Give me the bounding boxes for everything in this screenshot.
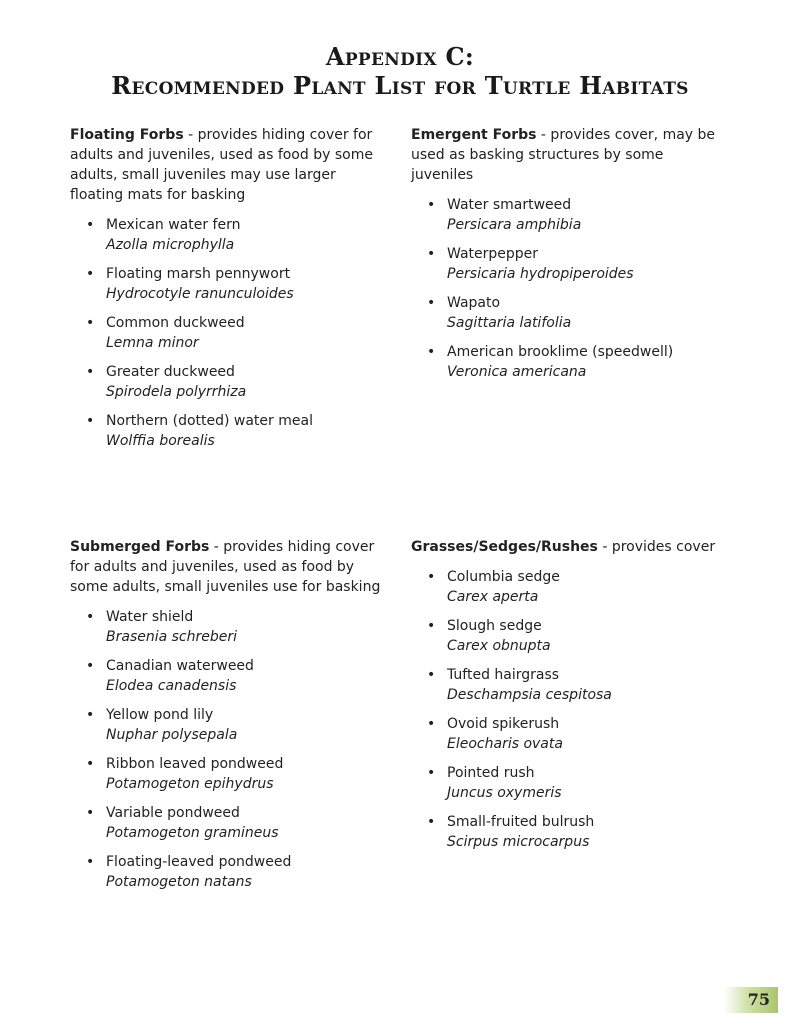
plant-list-item: [86, 264, 388, 304]
section-heading: Grasses/Sedges/Rushes: [411, 539, 598, 555]
plant-scientific-name: Scirpus microcarpus: [447, 834, 590, 850]
plant-scientific-name: Sagittaria latifolia: [447, 315, 572, 331]
plant-list-item: [427, 812, 729, 852]
plant-common-name: • Small-fruited bulrush: [447, 814, 595, 830]
plant-list-item: [86, 313, 388, 353]
plant-scientific-name: Hydrocotyle ranunculoides: [106, 286, 294, 302]
plant-list-item: [427, 342, 729, 382]
plant-common-name: • Northern (dotted) water meal: [106, 413, 313, 429]
plant-common-name: • Canadian waterweed: [106, 658, 254, 674]
plant-scientific-name: Azolla microphylla: [106, 237, 235, 253]
plant-scientific-name: Lemna minor: [106, 335, 199, 351]
plant-scientific-name: Persicara amphibia: [447, 217, 582, 233]
title-line-1: Appendix C:: [325, 42, 475, 71]
plant-list: [70, 215, 388, 451]
plant-list-item: [86, 754, 388, 794]
section-heading: Submerged Forbs: [70, 539, 210, 555]
plant-common-name: • Water shield: [106, 609, 194, 625]
plant-list: [411, 195, 729, 382]
section-description: - provides hiding cover for adults and juveniles, used as food by some adults, small juveniles use for basking: [70, 539, 381, 595]
floating-forbs-section: [70, 125, 388, 460]
plant-scientific-name: Carex aperta: [447, 589, 539, 605]
plant-common-name: • Tufted hairgrass: [447, 667, 560, 683]
plant-common-name: • Variable pondweed: [106, 805, 240, 821]
plant-list-item: [86, 852, 388, 892]
plant-list: [70, 607, 388, 892]
plant-common-name: • Mexican water fern: [106, 217, 241, 233]
grasses-sedges-rushes-section: [411, 537, 729, 861]
plant-list-item: [427, 293, 729, 333]
section-description: - provides cover, may be used as basking structures by some juveniles: [411, 127, 716, 183]
plant-scientific-name: Nuphar polysepala: [106, 727, 238, 743]
section-description: - provides hiding cover for adults and juveniles, used as food by some adults, small juveniles may use larger floating mats for basking: [70, 127, 373, 203]
plant-scientific-name: Spirodela polyrrhiza: [106, 384, 247, 400]
plant-scientific-name: Carex obnupta: [447, 638, 551, 654]
plant-common-name: • American brooklime (speedwell): [447, 344, 674, 360]
plant-list-item: [427, 567, 729, 607]
plant-list: [411, 567, 729, 852]
plant-list-item: [86, 215, 388, 255]
plant-common-name: • Pointed rush: [447, 765, 535, 781]
plant-scientific-name: Potamogeton gramineus: [106, 825, 279, 841]
plant-list-item: [86, 411, 388, 451]
section-description: - provides cover: [597, 539, 716, 555]
plant-list-item: [86, 803, 388, 843]
section-intro: [411, 125, 729, 185]
plant-scientific-name: Juncus oxymeris: [447, 785, 562, 801]
plant-list-item: [427, 665, 729, 705]
plant-scientific-name: Deschampsia cespitosa: [447, 687, 612, 703]
plant-scientific-name: Brasenia schreberi: [106, 629, 238, 645]
plant-scientific-name: Potamogeton natans: [106, 874, 252, 890]
plant-scientific-name: Wolffia borealis: [106, 433, 215, 449]
plant-scientific-name: Elodea canadensis: [106, 678, 237, 694]
plant-scientific-name: Potamogeton epihydrus: [106, 776, 274, 792]
plant-scientific-name: Persicaria hydropiperoides: [447, 266, 634, 282]
plant-common-name: • Columbia sedge: [447, 569, 560, 585]
plant-common-name: • Waterpepper: [447, 246, 539, 262]
section-intro: [70, 125, 388, 205]
plant-common-name: • Greater duckweed: [106, 364, 235, 380]
plant-list-item: [427, 195, 729, 235]
plant-list-item: [427, 763, 729, 803]
page-title: [0, 42, 800, 100]
plant-common-name: • Ribbon leaved pondweed: [106, 756, 284, 772]
submerged-forbs-section: [70, 537, 388, 901]
plant-list-item: [86, 656, 388, 696]
plant-list-item: [86, 607, 388, 647]
plant-list-item: [86, 705, 388, 745]
section-intro: [411, 537, 729, 557]
plant-list-item: [86, 362, 388, 402]
plant-common-name: • Floating marsh pennywort: [106, 266, 291, 282]
plant-common-name: • Yellow pond lily: [106, 707, 214, 723]
plant-common-name: • Floating-leaved pondweed: [106, 854, 292, 870]
section-heading: Emergent Forbs: [411, 127, 537, 143]
emergent-forbs-section: [411, 125, 729, 391]
plant-common-name: • Wapato: [447, 295, 501, 311]
plant-common-name: • Common duckweed: [106, 315, 245, 331]
plant-list-item: [427, 714, 729, 754]
plant-common-name: • Ovoid spikerush: [447, 716, 560, 732]
section-intro: [70, 537, 388, 597]
plant-common-name: • Water smartweed: [447, 197, 572, 213]
title-line-2: Recommended Plant List for Turtle Habitats: [111, 71, 689, 100]
plant-list-item: [427, 616, 729, 656]
plant-list-item: [427, 244, 729, 284]
plant-scientific-name: Eleocharis ovata: [447, 736, 563, 752]
page-number: 75: [724, 987, 778, 1013]
plant-common-name: • Slough sedge: [447, 618, 542, 634]
plant-scientific-name: Veronica americana: [447, 364, 587, 380]
section-heading: Floating Forbs: [70, 127, 184, 143]
